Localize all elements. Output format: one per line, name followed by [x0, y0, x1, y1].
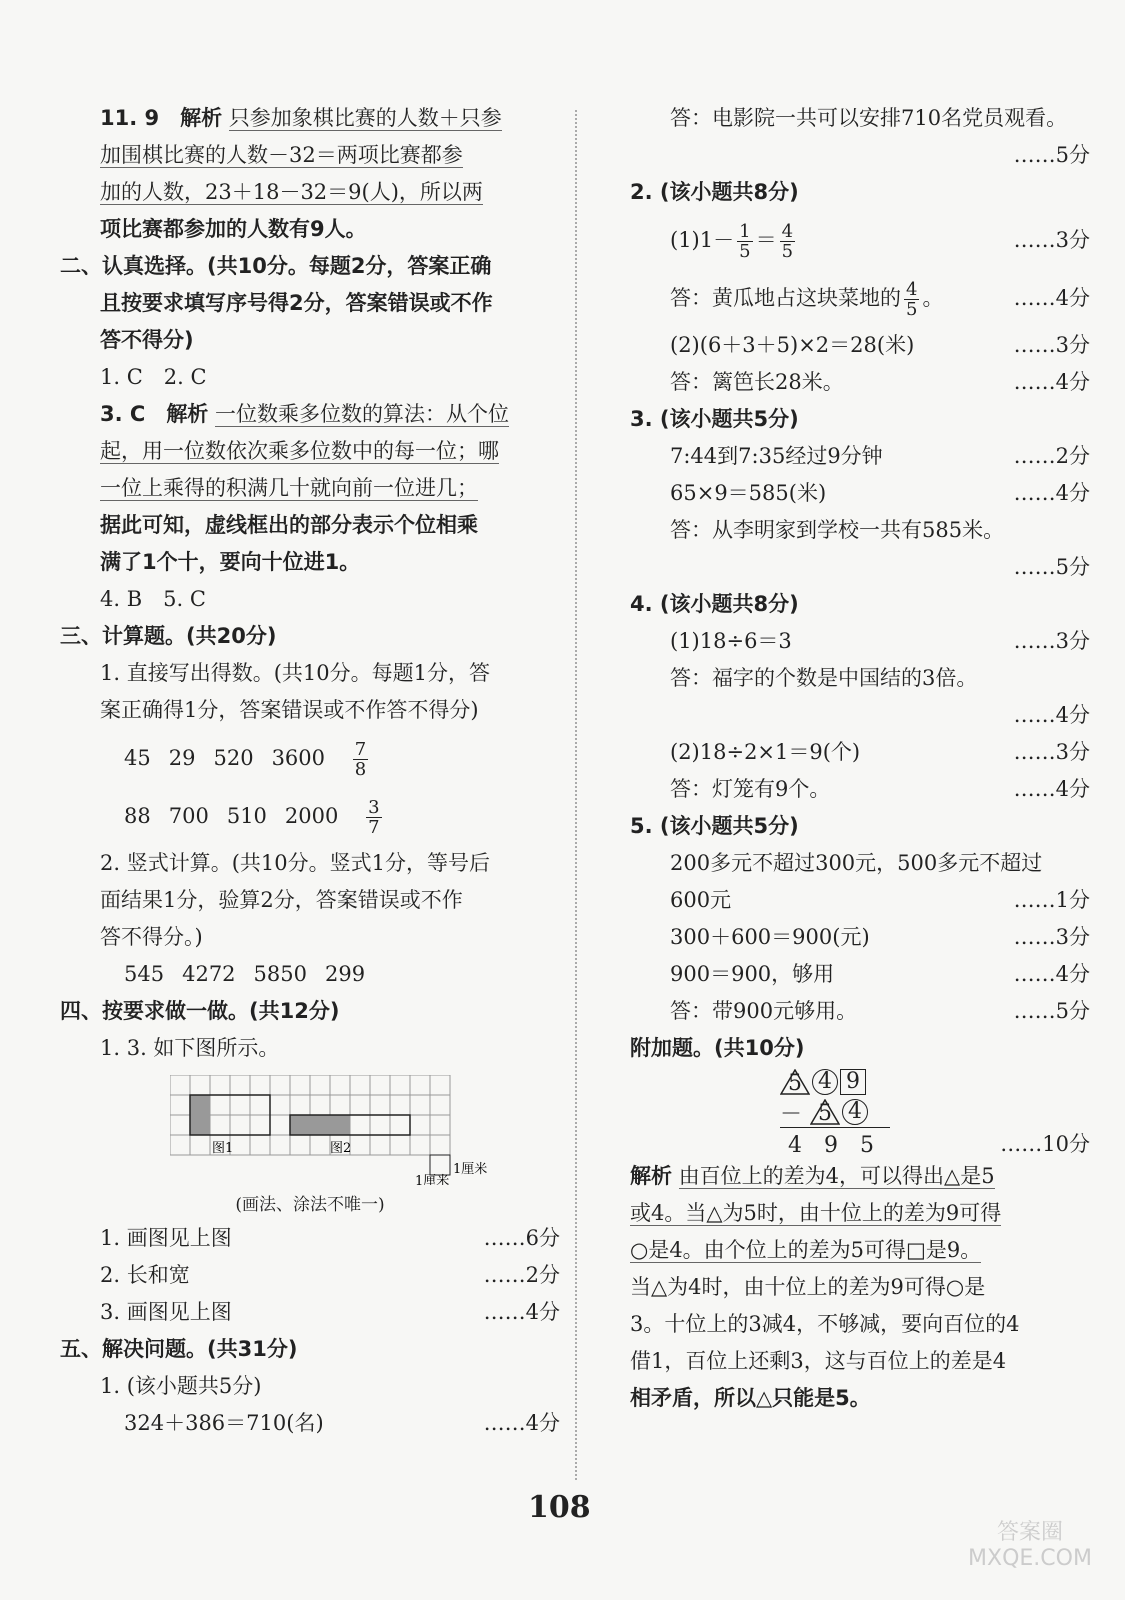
unit-label-bottom: 1厘米: [415, 1174, 450, 1185]
problem4-line1: (1)18÷6＝3 ……3分: [670, 629, 1090, 653]
problem1-answer-points: ……5分: [1013, 143, 1090, 167]
fraction: $\frac{1}{5}$: [739, 221, 751, 262]
section2-title: 二、认真选择。(共10分。每题2分，答案正确: [60, 254, 492, 278]
problem3-answer-points: ……5分: [1013, 555, 1090, 579]
figure1-shading: [190, 1095, 210, 1135]
problem1-head: 1. (该小题共5分): [100, 1374, 262, 1398]
calc2-line2: 面结果1分，验算2分，答案错误或不作: [100, 888, 463, 912]
figure2-label: 图2: [330, 1141, 352, 1156]
problem5-line4: 900＝900，够用 ……4分: [670, 962, 1090, 986]
square-digit: 9: [840, 1069, 866, 1095]
calc2-line3: 答不得分。): [100, 925, 203, 949]
problem3-line1: 7:44到7:35经过9分钟 ……2分: [670, 444, 1090, 468]
problem2-eq2: (2)(6＋3＋5)×2＝28(米) ……3分: [670, 333, 1090, 357]
triangle-digit: 5: [810, 1099, 840, 1125]
puzzle-result: 4 9 5: [788, 1132, 874, 1158]
figure-note: (画法、涂法不唯一): [235, 1195, 385, 1215]
problem3-answer: 答：从李明家到学校一共有585米。: [670, 518, 1005, 542]
explanation-line3: ○是4。由个位上的差为5可得□是9。: [630, 1238, 982, 1262]
puzzle-points: ……10分: [1000, 1132, 1090, 1156]
right-column: [630, 100, 1090, 1417]
problem4-head: 4. (该小题共8分): [630, 592, 799, 616]
section3-title: 三、计算题。(共20分): [60, 624, 277, 648]
fraction: $\frac{4}{5}$: [781, 221, 794, 262]
left-column: [60, 100, 560, 1442]
explanation-line5: 3。十位上的3减4，不够减，要向百位的4: [630, 1312, 1020, 1336]
fraction: $\frac{7}{8}$: [354, 739, 367, 780]
figure2-shading: [290, 1115, 350, 1135]
problem3-line2: 65×9＝585(米) ……4分: [670, 481, 1090, 505]
s4-answer-1: 1. 画图见上图 ……6分: [100, 1226, 560, 1250]
problem5-head: 5. (该小题共5分): [630, 814, 799, 838]
unit-square: [430, 1155, 450, 1175]
explanation-line1: 解析 由百位上的差为4，可以得出△是5: [630, 1164, 995, 1188]
problem5-line2: 600元 ……1分: [670, 888, 1090, 912]
problem2-eq1: (1)1－ $\frac{1}{5}$ ＝ $\frac{4}{5}$ ……3分: [670, 221, 1090, 262]
fraction: $\frac{4}{5}$: [906, 279, 918, 320]
q3-line4: 据此可知，虚线框出的部分表示个位相乘: [100, 513, 478, 537]
s4-answer-2: 2. 长和宽 ……2分: [100, 1263, 560, 1287]
calc1-answers-row2: 88 700 510 2000 $\frac{3}{7}$: [60, 787, 560, 845]
q11-line1: 11. 9 解析 只参加象棋比赛的人数＋只参: [100, 106, 502, 130]
explanation-line4: 当△为4时，由十位上的差为9可得○是: [630, 1275, 986, 1299]
problem1-answer: 答：电影院一共可以安排710名党员观看。: [670, 106, 1068, 130]
q3-line2: 起，用一位数依次乘多位数中的每一位；哪: [100, 439, 499, 463]
answers-1-2: 1. C 2. C: [100, 365, 207, 389]
explanation-line6: 借1，百位上还剩3，这与百位上的差是4: [630, 1349, 1007, 1373]
section5-title: 五、解决问题。(共31分): [60, 1337, 298, 1361]
puzzle-second-row: [780, 1097, 890, 1128]
problem5-answer: 答：带900元够用。 ……5分: [670, 999, 1090, 1023]
q3-line1: 3. C 解析 一位数乘多位数的算法：从个位: [100, 402, 509, 426]
calc1-line2: 案正确得1分，答案错误或不作答不得分): [100, 698, 479, 722]
triangle-digit: 5: [780, 1069, 810, 1095]
section4-title: 四、按要求做一做。(共12分): [60, 999, 340, 1023]
problem1-equation: 324＋386＝710(名) ……4分: [124, 1411, 560, 1435]
s4-answer-3: 3. 画图见上图 ……4分: [100, 1300, 560, 1324]
problem2-answer2: 答：篱笆长28米。 ……4分: [670, 370, 1090, 394]
watermark-logo: 答案圈 MXQE.COM: [968, 1520, 1092, 1571]
q3-line3: 一位上乘得的积满几十就向前一位进几；: [100, 476, 478, 500]
calc2-line1: 2. 竖式计算。(共10分。竖式1分，等号后: [100, 851, 490, 875]
explanation-line7: 相矛盾，所以△只能是5。: [630, 1386, 871, 1410]
q3-line5: 满了1个十，要向十位进1。: [100, 550, 361, 574]
calc1-answers-row1: 45 29 520 3600 $\frac{7}{8}$: [60, 729, 560, 787]
problem4-answer2: 答：灯笼有9个。 ……4分: [670, 777, 1090, 801]
problem3-head: 3. (该小题共5分): [630, 407, 799, 431]
section2-line3: 答不得分): [100, 328, 194, 352]
page-number: 108: [528, 1490, 591, 1525]
figure1-label: 图1: [212, 1141, 234, 1156]
answers-4-5: 4. B 5. C: [100, 587, 206, 611]
q11-line2: 加围棋比赛的人数－32＝两项比赛都参: [100, 143, 463, 167]
problem2-answer1: 答：黄瓜地占这块菜地的 $\frac{4}{5}$ 。 ……4分: [670, 279, 1090, 320]
circle-digit: 4: [842, 1099, 868, 1125]
column-divider: [575, 110, 577, 1480]
problem5-line1: 200多元不超过300元，500多元不超过: [670, 851, 1043, 875]
problem2-head: 2. (该小题共8分): [630, 180, 799, 204]
extra-title: 附加题。(共10分): [630, 1036, 805, 1060]
problem4-answer1-points: ……4分: [1013, 703, 1090, 727]
q11-line4: 项比赛都参加的人数有9人。: [100, 217, 367, 241]
unit-label-side: 1厘米: [453, 1162, 488, 1177]
figure-intro: 1. 3. 如下图所示。: [100, 1036, 280, 1060]
fraction: $\frac{3}{7}$: [368, 797, 380, 838]
subtraction-puzzle: [780, 1067, 1090, 1158]
grid-figure: [170, 1075, 510, 1185]
problem4-line2: (2)18÷2×1＝9(个) ……3分: [670, 740, 1090, 764]
minus-sign: －: [780, 1101, 803, 1127]
problem4-answer1: 答：福字的个数是中国结的3倍。: [670, 666, 978, 690]
section2-line2: 且按要求填写序号得2分，答案错误或不作: [100, 291, 493, 315]
explanation-line2: 或4。当△为5时，由十位上的差为9可得: [630, 1201, 1002, 1225]
calc1-line1: 1. 直接写出得数。(共10分。每题1分，答: [100, 661, 490, 685]
puzzle-top-row: [780, 1067, 1090, 1097]
problem5-line3: 300＋600＝900(元) ……3分: [670, 925, 1090, 949]
circle-digit: 4: [812, 1069, 838, 1095]
calc2-answers: 545 4272 5850 299: [124, 962, 366, 986]
puzzle-result-row: [780, 1128, 1090, 1158]
q11-line3: 加的人数，23＋18－32＝9(人)，所以两: [100, 180, 483, 204]
